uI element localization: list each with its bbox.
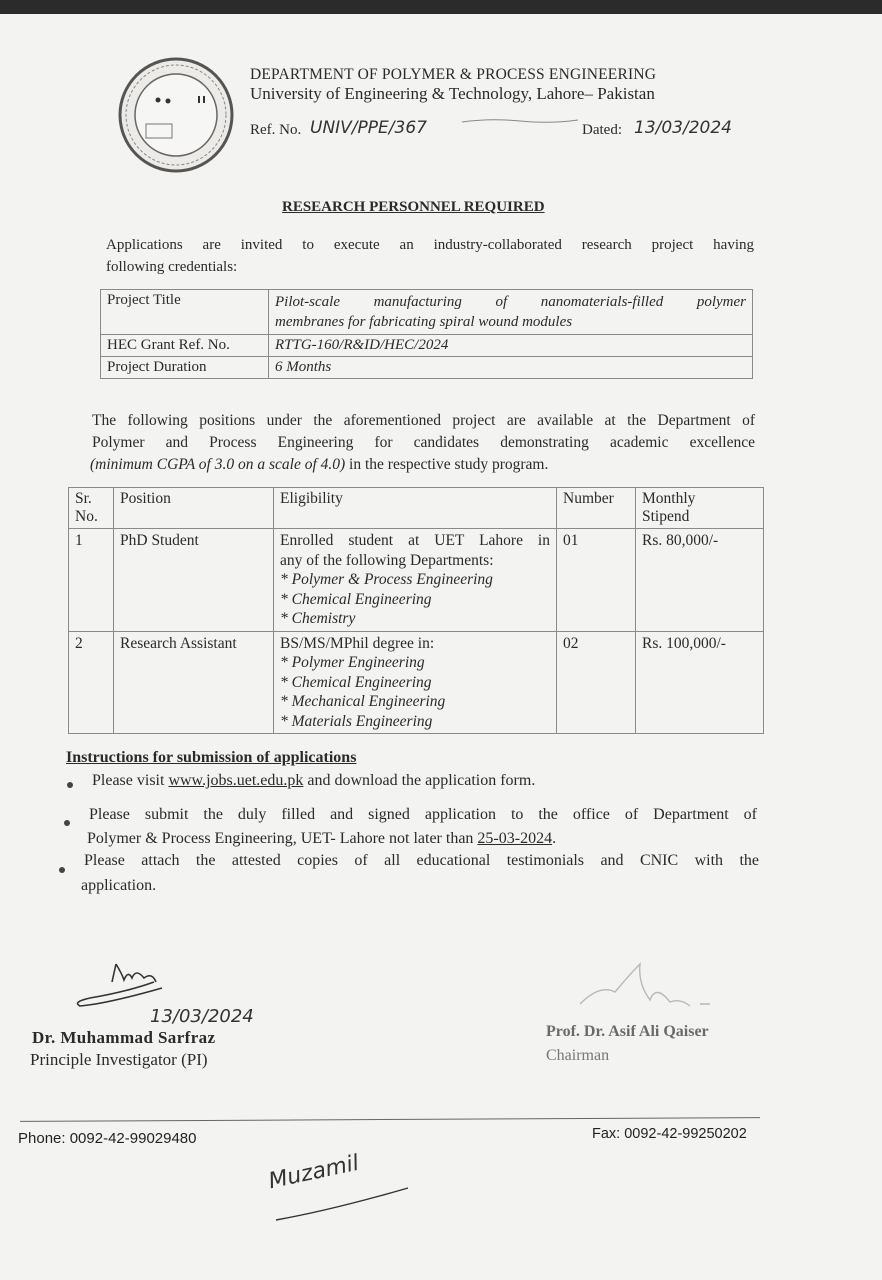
deadline-date: 25-03-2024 (477, 830, 553, 847)
instruction-1-post: and download the application form. (303, 772, 536, 789)
row-2-field-1: * Polymer Engineering (280, 654, 425, 671)
intro-line-2: following credentials: (106, 259, 238, 275)
bullet-icon (64, 820, 70, 826)
instruction-item-2-line-2 (87, 830, 556, 848)
phone-number: Phone: 0092-42-99029480 (18, 1130, 197, 1147)
header-number: Number (557, 488, 636, 529)
handwritten-note: Muzamil (266, 1150, 362, 1195)
positions-header-row (69, 488, 764, 529)
row-1-dept-2: * Chemical Engineering (280, 590, 432, 608)
positions-table (68, 487, 764, 734)
position-row-phd (69, 529, 764, 632)
bullet-icon (67, 782, 73, 788)
project-title-line-2: membranes for fabricating spiral wound modules (275, 314, 573, 330)
row-2-sr: 2 (69, 631, 114, 734)
row-1-dept-3: * Chemistry (280, 610, 356, 627)
positions-intro-line-1: The following positions under the aforementioned project are available at the Department of (92, 412, 755, 429)
row-1-eligibility (274, 529, 557, 632)
row-2-elig-line-1: BS/MS/MPhil degree in: (280, 634, 435, 652)
header-position: Position (114, 488, 274, 529)
positions-intro-line-3-rest: in the respective study program. (345, 456, 549, 473)
header-eligibility: Eligibility (274, 488, 557, 529)
notice-title: RESEARCH PERSONNEL REQUIRED (282, 199, 545, 215)
project-title-line-1: Pilot-scale manufacturing of nanomaterials-filled polymer (275, 294, 746, 310)
row-2-number: 02 (557, 631, 636, 734)
bullet-icon (59, 867, 65, 873)
project-row-grant (101, 335, 753, 357)
positions-intro-line-3 (90, 456, 548, 474)
position-row-ra (69, 631, 764, 734)
instruction-item-3-line-2: application. (81, 877, 157, 894)
footer-divider (20, 1117, 760, 1122)
row-2-eligibility (274, 631, 557, 734)
handwritten-underline (272, 1176, 412, 1226)
header-stipend (636, 488, 764, 529)
instruction-item-2-line-1: Please submit the duly filled and signed application to the office of Department of (89, 806, 757, 823)
grant-label: HEC Grant Ref. No. (101, 335, 269, 357)
instruction-item-1 (92, 772, 535, 790)
chairman-signature (560, 954, 730, 1024)
header-no: No. (75, 508, 98, 525)
instruction-2-post: . (552, 830, 557, 847)
pi-title: Principle Investigator (PI) (30, 1050, 208, 1069)
row-2-position: Research Assistant (114, 631, 274, 734)
pi-signature (66, 952, 176, 1012)
chairman-name: Prof. Dr. Asif Ali Qaiser (546, 1023, 709, 1040)
pi-signature-date: 13/03/2024 (150, 1006, 254, 1027)
university-seal-logo (116, 56, 236, 174)
row-2-field-4: * Materials Engineering (280, 712, 433, 730)
dated-value: 13/03/2024 (634, 118, 732, 138)
ref-label: Ref. No. (250, 122, 302, 138)
instructions-heading: Instructions for submission of applications (66, 749, 357, 766)
row-1-sr: 1 (69, 529, 114, 632)
intro-line-1: Applications are invited to execute an industry-collaborated research project having (106, 237, 754, 253)
row-2-field-3: * Mechanical Engineering (280, 693, 446, 710)
university-name: University of Engineering & Technology, Lahore– Pakistan (250, 84, 655, 103)
fax-number: Fax: 0092-42-99250202 (592, 1126, 747, 1142)
ref-underline-scribble (460, 115, 580, 127)
instruction-2-pre: Polymer & Process Engineering, UET- Lahore not later than (87, 830, 478, 847)
duration-value: 6 Months (269, 357, 753, 379)
row-1-elig-line-2: any of the following Departments: (280, 551, 494, 569)
jobs-website-link[interactable]: www.jobs.uet.edu.pk (168, 772, 304, 789)
duration-label: Project Duration (101, 357, 269, 379)
header-monthly: Monthly (642, 490, 696, 507)
header-stipend-word: Stipend (642, 508, 690, 525)
row-2-field-2: * Chemical Engineering (280, 673, 432, 691)
row-1-position: PhD Student (114, 529, 274, 632)
row-2-stipend: Rs. 100,000/- (636, 631, 764, 734)
row-1-number: 01 (557, 529, 636, 632)
chairman-title: Chairman (546, 1047, 610, 1064)
project-details-table (100, 289, 753, 379)
cgpa-requirement: (minimum CGPA of 3.0 on a scale of 4.0) (90, 456, 346, 473)
project-title-label: Project Title (101, 290, 269, 335)
pi-name: Dr. Muhammad Sarfraz (32, 1028, 216, 1047)
row-1-elig-line-1: Enrolled student at UET Lahore in (280, 532, 550, 549)
instruction-1-pre: Please visit (92, 772, 169, 789)
ref-number: UNIV/PPE/367 (310, 118, 427, 138)
positions-intro-line-2: Polymer and Process Engineering for candidates demonstrating academic excellence (92, 434, 755, 451)
project-title-value (269, 290, 753, 335)
header-sr-no (69, 488, 114, 529)
document-page (0, 14, 882, 1280)
row-1-dept-1: * Polymer & Process Engineering (280, 571, 493, 588)
header-sr: Sr. (75, 490, 92, 507)
instruction-item-3-line-1: Please attach the attested copies of all educational testimonials and CNIC with the (84, 852, 759, 869)
project-row-title (101, 290, 753, 335)
row-1-stipend: Rs. 80,000/- (636, 529, 764, 632)
dated-label: Dated: (582, 122, 622, 138)
project-row-duration (101, 357, 753, 379)
grant-value: RTTG-160/R&ID/HEC/2024 (269, 335, 753, 357)
department-name: DEPARTMENT OF POLYMER & PROCESS ENGINEERING (250, 66, 657, 83)
